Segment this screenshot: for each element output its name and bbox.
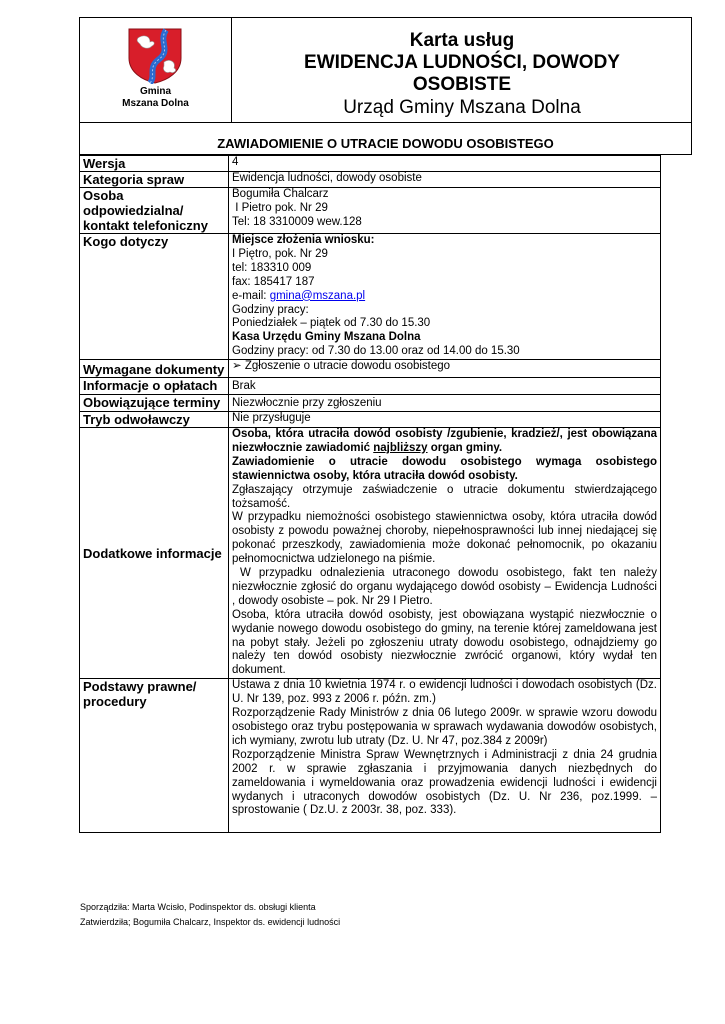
version-value: 4 xyxy=(229,156,661,172)
approved-by: Zatwierdziła; Bogumiła Chalcarz, Inspektor ds. ewidencji ludności xyxy=(80,917,341,927)
hours-label: Godziny pracy: xyxy=(232,303,309,316)
table-row xyxy=(80,427,661,678)
card-title: Karta usług xyxy=(409,30,515,51)
fees-value: Brak xyxy=(229,378,661,395)
table-row xyxy=(80,411,661,427)
contact-cell xyxy=(229,234,661,360)
office-floor: I Piętro, pok. Nr 29 xyxy=(232,247,328,260)
office-name: Urząd Gminy Mszana Dolna xyxy=(343,97,581,118)
table-row xyxy=(80,156,661,172)
person-phone: Tel: 18 3310009 wew.128 xyxy=(232,215,362,228)
table-row xyxy=(80,395,661,412)
row-label: Kogo dotyczy xyxy=(80,234,229,360)
info-paragraph: Zgłaszający otrzymuje zaświadczenie o utracie dokumentu stwierdzającego tożsamość. xyxy=(232,483,657,510)
application-place-label: Miejsce złożenia wniosku: xyxy=(232,234,375,246)
arrow-bullet-icon: ➢ xyxy=(232,360,242,373)
row-label: Dodatkowe informacje xyxy=(80,427,229,678)
table-row xyxy=(80,172,661,188)
cashier-label: Kasa Urzędu Gminy Mszana Dolna xyxy=(232,331,421,344)
service-details-table xyxy=(79,155,661,833)
cashier-hours: Godziny pracy: od 7.30 do 13.00 oraz od 14.00 do 15.30 xyxy=(232,345,520,358)
info-paragraph: Osoba, która utraciła dowód osobisty, jest obowiązana wystąpić niezwłocznie o wydanie nowego dowodu osobistego do gminy, na terenie której zameldowana jest na pobyt stały. Jeżeli po zgłoszeniu utraty dowodu osobistego, odnajdziemy go należy ten dowód osobisty niezwłocznie zwrócić organowi, który wydał ten dokument. xyxy=(232,608,657,677)
legal-paragraph: Ustawa z dnia 10 kwietnia 1974 r. o ewidencji ludności i dowodach osobistych (Dz. U. Nr 139, poz. 993 z 2006 r. późn. zm.) xyxy=(232,679,657,706)
info-underlined: najbliższy xyxy=(373,441,428,454)
legal-paragraph: Rozporządzenie Ministra Spraw Wewnętrznych i Administracji z dnia 24 grudnia 2002 r. w sprawie zgłaszania i przyjmowania danych niezbędnych do zameldowania i wymeldowania oraz prowadzenia ewidencji ludności i ewidencji wydanych i utraconych dowodów osobistych (Dz. U. Nr 236, poz.1999. – sprostowanie ( Dz.U. z 2003r. 38, poz. 333). xyxy=(232,748,657,817)
person-name: Bogumiła Chalcarz xyxy=(232,188,329,200)
row-label: Obowiązujące terminy xyxy=(80,395,229,412)
row-label: Informacje o opłatach xyxy=(80,378,229,395)
info-paragraph xyxy=(232,428,657,456)
row-label: Tryb odwoławczy xyxy=(80,411,229,427)
row-label: Wersja xyxy=(80,156,229,172)
info-paragraph: W przypadku niemożności osobistego stawiennictwa osoby, która utraciła dowód osobisty z powodu poważnej choroby, niepełnosprawności lub innej niedającej się pokonać przeszkody, zawiadomienia może dokonać pełnomocnik, po okazaniu pełnomocnictwa udzielonego na piśmie. xyxy=(232,511,657,566)
info-text: organ gminy. xyxy=(427,441,503,454)
category-value: Ewidencja ludności, dowody osobiste xyxy=(229,172,661,188)
legal-basis-cell xyxy=(229,679,661,833)
service-title-line2: OSOBISTE xyxy=(412,74,512,95)
responsible-person-cell xyxy=(229,188,661,234)
email-link[interactable]: gmina@mszana.pl xyxy=(269,289,366,302)
info-text: Osoba, która utraciła dowód osobisty /zgubienie, kradzież/, jest obowiązana niezwłocznie zawiadomić xyxy=(232,427,657,454)
office-hours: Poniedziałek – piątek od 7.30 do 15.30 xyxy=(232,317,431,330)
office-tel: tel: 183310 009 xyxy=(232,261,312,274)
subtitle: ZAWIADOMIENIE O UTRACIE DOWODU OSOBISTEGO xyxy=(217,136,554,151)
row-label: Podstawy prawne/ procedury xyxy=(80,679,229,833)
legal-paragraph: Rozporządzenie Rady Ministrów z dnia 06 lutego 2009r. w sprawie wzoru dowodu osobistego oraz trybu postępowania w sprawach wydawania dowodów osobistych, ich wymiany, zwrotu lub utraty (Dz. U. Nr 47, poz.384 z 2009r) xyxy=(232,707,657,747)
office-fax: fax: 185417 187 xyxy=(232,275,315,288)
service-title-line1: EWIDENCJA LUDNOŚCI, DOWODY xyxy=(304,52,620,73)
additional-info-cell xyxy=(229,427,661,678)
table-row xyxy=(80,360,661,378)
row-label: Osoba odpowiedzialna/ kontakt telefoniczny xyxy=(80,188,229,234)
appeal-value: Nie przysługuje xyxy=(229,411,661,427)
prepared-by: Sporządziła: Marta Wcisło, Podinspektor ds. obsługi klienta xyxy=(80,902,316,912)
gmina-name-label: Mszana Dolna xyxy=(122,98,189,109)
office-email-line xyxy=(232,290,657,304)
required-docs-cell xyxy=(229,360,661,378)
person-room: I Pietro pok. Nr 29 xyxy=(232,201,328,214)
logo-cell xyxy=(80,18,232,122)
gmina-crest-icon xyxy=(128,28,182,84)
document-header xyxy=(79,17,692,123)
info-paragraph: W przypadku odnalezienia utraconego dowodu osobistego, fakt ten należy niezwłocznie zgłosić do organu wydającego dowód osobisty – Ewidencja Ludności , dowody osobiste – pok. Nr 29 I Pietro. xyxy=(232,567,661,607)
footer xyxy=(80,900,340,930)
gmina-label: Gmina xyxy=(139,86,172,97)
subtitle-bar xyxy=(79,123,692,155)
row-label: Wymagane dokumenty xyxy=(80,360,229,378)
title-block xyxy=(232,30,692,120)
email-prefix: e-mail: xyxy=(232,289,270,302)
table-row xyxy=(80,679,661,833)
info-paragraph: Zawiadomienie o utracie dowodu osobistego wymaga osobistego stawiennictwa osoby, która utraciła dowód osobisty. xyxy=(232,455,657,482)
table-row xyxy=(80,188,661,234)
table-row xyxy=(80,234,661,360)
deadlines-value: Niezwłocznie przy zgłoszeniu xyxy=(229,395,661,412)
table-row xyxy=(80,378,661,395)
row-label: Kategoria spraw xyxy=(80,172,229,188)
required-doc-item: Zgłoszenie o utracie dowodu osobistego xyxy=(244,360,451,373)
